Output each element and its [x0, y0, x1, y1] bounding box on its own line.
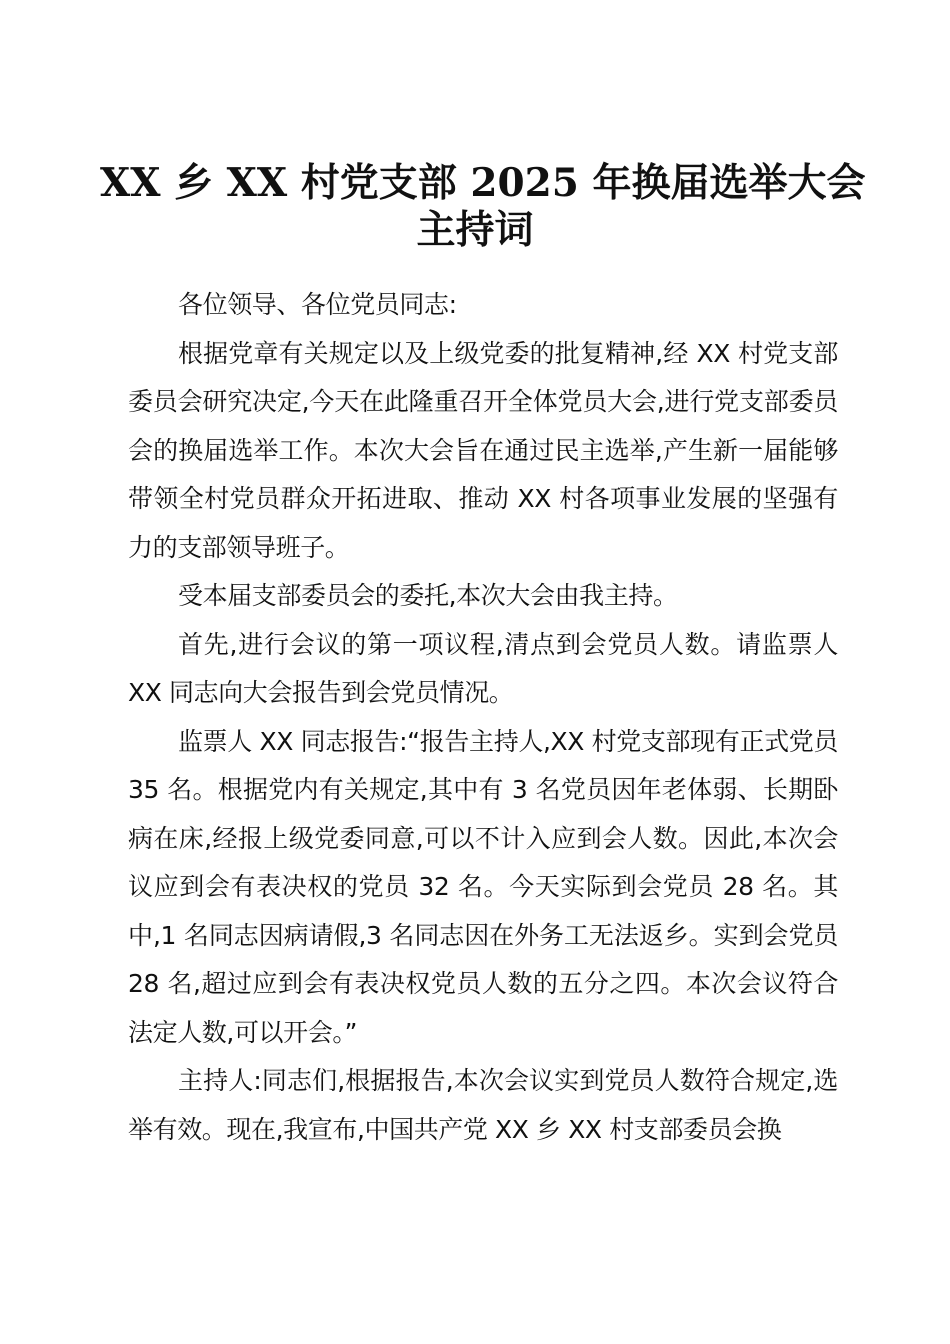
paragraph-intro: 根据党章有关规定以及上级党委的批复精神,经 XX 村党支部委员会研究决定,今天在此隆重召开全体党员大会,进行党支部委员会的换届选举工作。本次大会旨在通过民主选举,产生新一届能够带领全村党员群众开拓进取、推动 XX 村各项事业发展的坚强有力的支部领导班子。: [128, 338, 838, 562]
document-body: [128, 281, 838, 1154]
paragraph-announcement: 主持人:同志们,根据报告,本次会议实到党员人数符合规定,选举有效。现在,我宣布,中国共产党 XX 乡 XX 村支部委员会换: [128, 1066, 838, 1144]
document-title-line-2: 主持词: [416, 207, 534, 253]
paragraph-salutation: 各位领导、各位党员同志:: [178, 290, 457, 319]
paragraph-report: 监票人 XX 同志报告:“报告主持人,XX 村党支部现有正式党员 35 名。根据党内有关规定,其中有 3 名党员因年老体弱、长期卧病在床,经报上级党委同意,可以不计入应到会人数。因此,本次会议应到会有表决权的党员 32 名。今天实际到会党员 28 名。其中,1 名同志因病请假,3 名同志因在外务工无法返乡。实到会党员 28 名,超过应到会有表决权党员人数的五分之四。本次会议符合法定人数,可以开会。”: [128, 726, 838, 1047]
paragraph-agenda-1: 首先,进行会议的第一项议程,清点到会党员人数。请监票人 XX 同志向大会报告到会党员情况。: [128, 629, 838, 707]
document-title-line-1: XX 乡 XX 村党支部 2025 年换届选举大会: [100, 160, 866, 206]
paragraph-host: 受本届支部委员会的委托,本次大会由我主持。: [178, 581, 678, 610]
